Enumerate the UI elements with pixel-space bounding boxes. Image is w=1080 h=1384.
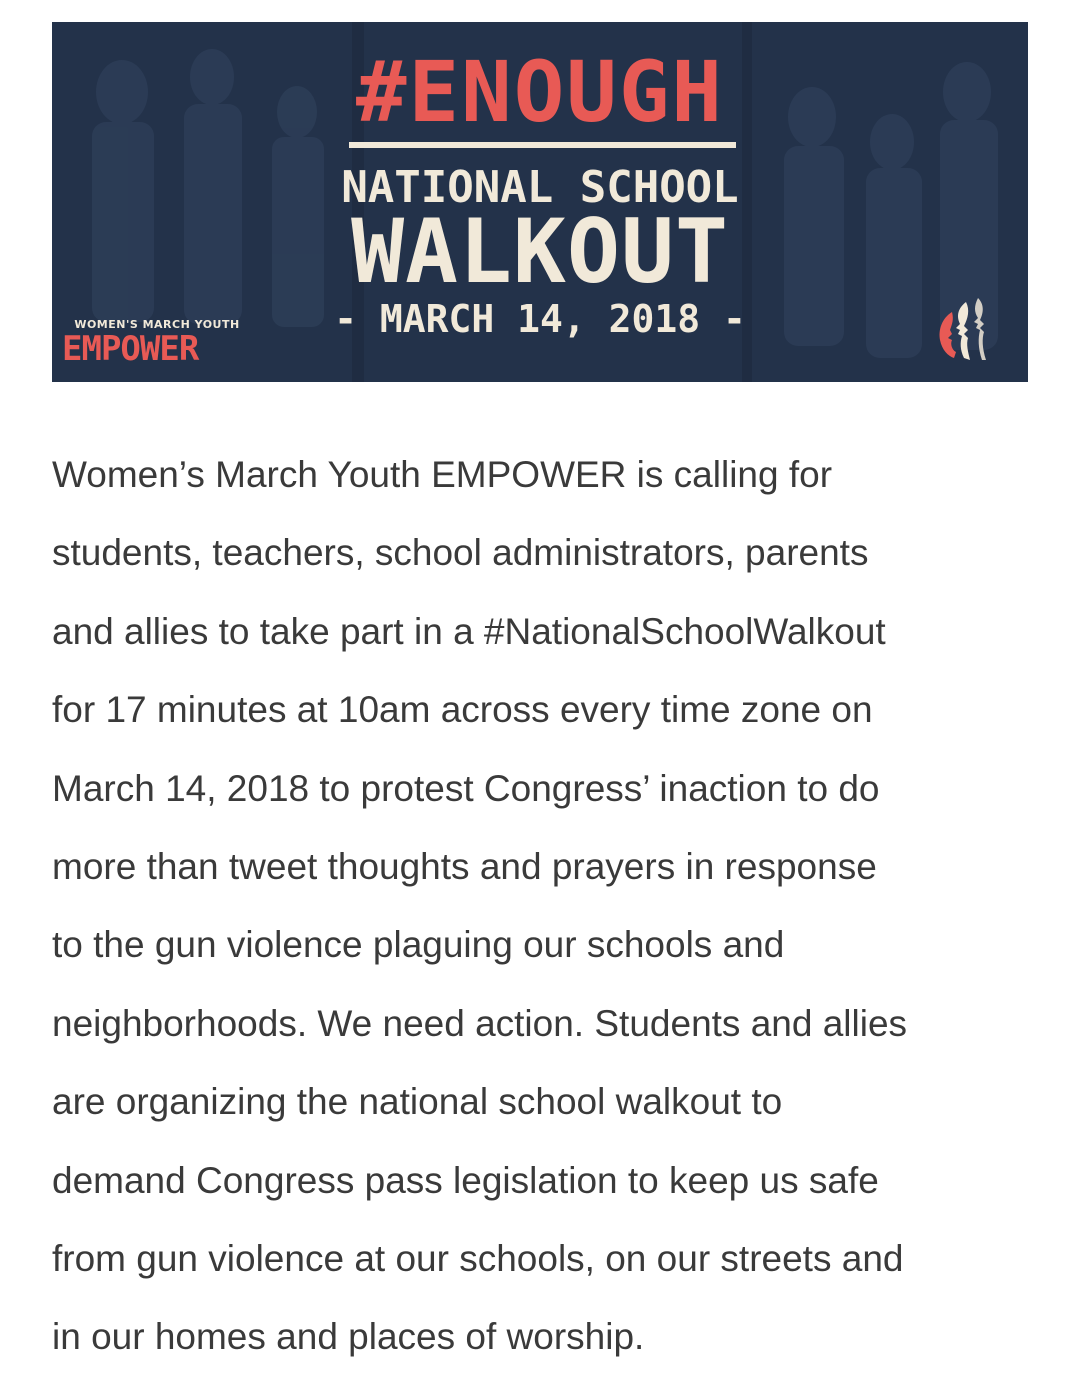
banner-divider (349, 142, 736, 148)
banner-hashtag: #ENOUGH (355, 43, 724, 141)
article-line: for 17 minutes at 10am across every time zone on (52, 689, 873, 731)
article-body (52, 436, 1042, 1377)
article-line: to the gun violence plaguing our schools and (52, 924, 785, 966)
article-line: demand Congress pass legislation to keep us safe (52, 1159, 879, 1201)
article-line: and allies to take part in a #NationalSchoolWalkout (52, 610, 886, 652)
walkout-banner-image (52, 22, 1028, 382)
article-line: Women’s March Youth EMPOWER is calling for (52, 454, 833, 495)
article-line: from gun violence at our schools, on our streets and (52, 1238, 904, 1280)
banner-subtitle: NATIONAL SCHOOL (341, 162, 739, 213)
banner-title: WALKOUT (351, 200, 729, 303)
banner-date: - MARCH 14, 2018 - (334, 297, 746, 341)
article-line: are organizing the national school walkout to (52, 1081, 783, 1123)
article-line: students, teachers, school administrators, parents (52, 532, 869, 574)
logo-big-text: EMPOWER (62, 329, 199, 369)
logo-small-text: WOMEN'S MARCH YOUTH (74, 318, 240, 331)
empower-logo (62, 318, 252, 368)
article-line: March 14, 2018 to protest Congress’ inaction to do (52, 767, 880, 809)
article-line: more than tweet thoughts and prayers in response (52, 846, 877, 888)
article-line: in our homes and places of worship. (52, 1316, 645, 1358)
womens-march-profiles-icon (930, 294, 990, 374)
article-line: neighborhoods. We need action. Students and allies (52, 1002, 908, 1044)
